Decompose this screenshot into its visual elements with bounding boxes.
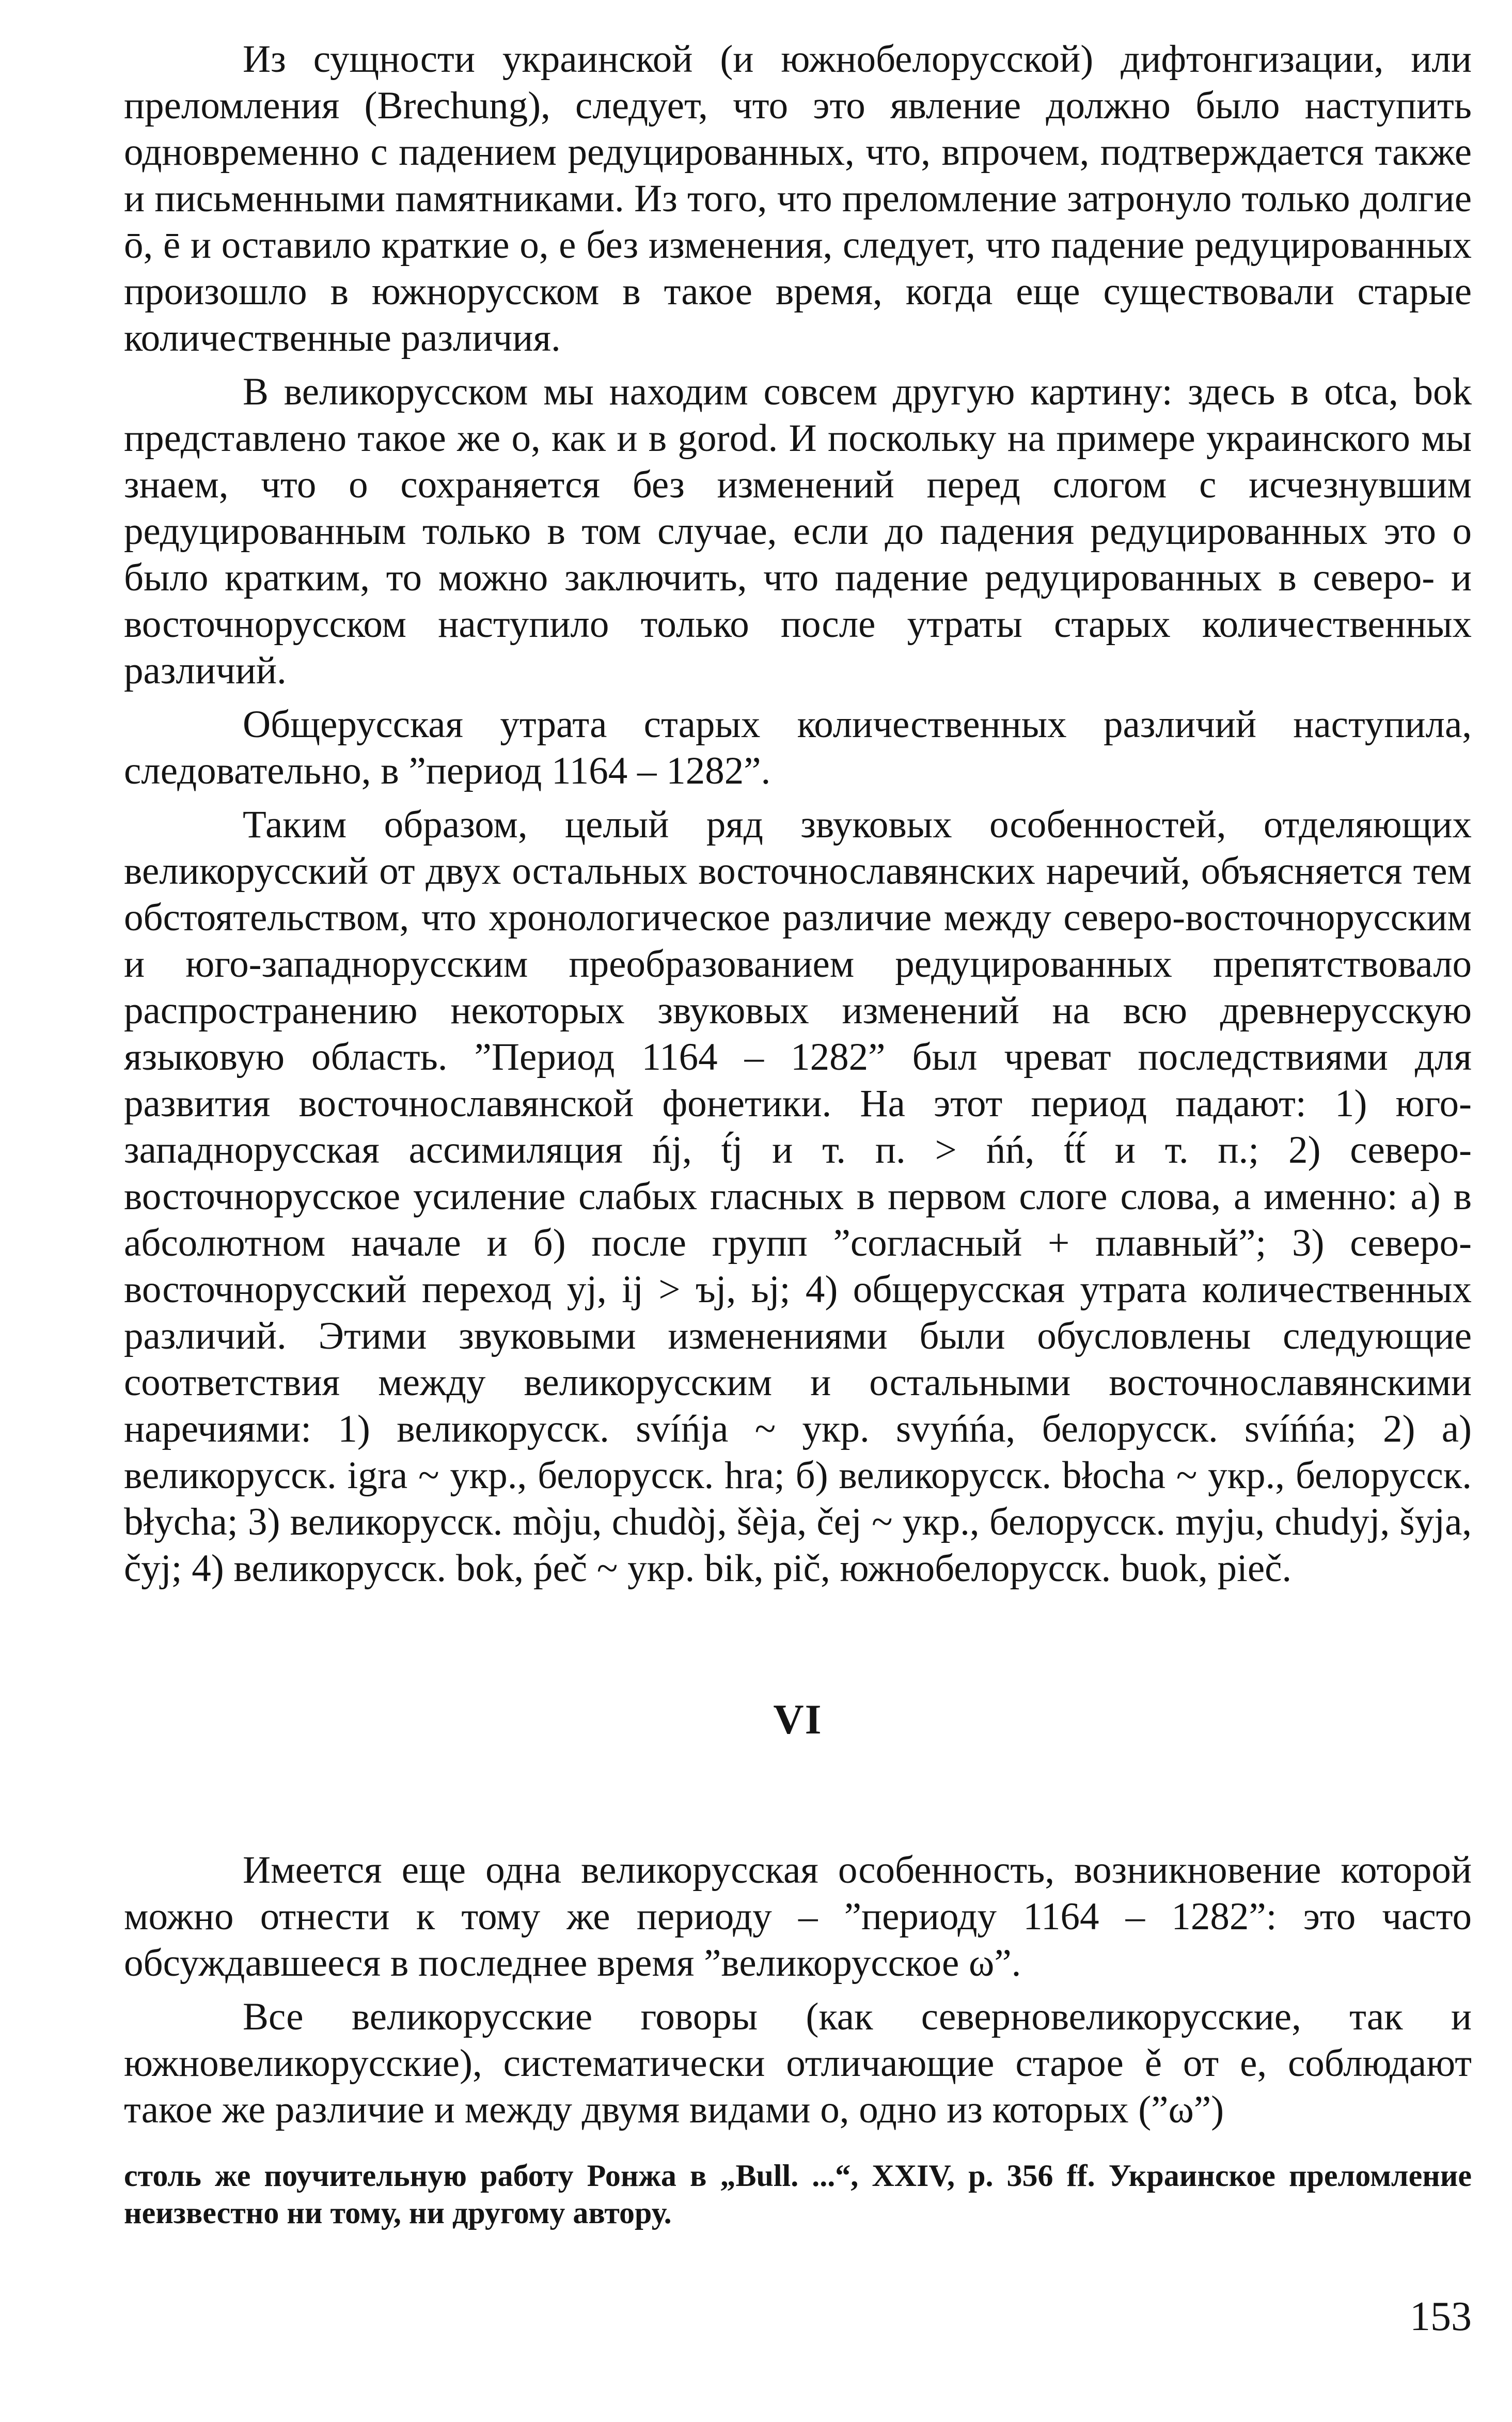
- paragraph-period-consequences: Таким образом, целый ряд звуковых особенностей, отделяющих великорусский от двух остальных восточнославянских наречий, объясняется тем обстоятельством, что хронологическое различие между северо-восточнорусским и юго-западнорусским преобразованием редуцированных препятствовало распространению некоторых звуковых изменений на всю древнерусскую языковую область. ”Период 1164 – 1282” был чреват последствиями для развития восточнославянской фонетики. На этот период падают: 1) юго-западнорусская ассимиляция ńj, t́j и т. п. > ńń, t́t́ и т. п.; 2) северо-восточнорусское усиление слабых гласных в первом слоге слова, а именно: а) в абсолютном начале и б) после групп ”согласный + плавный”; 3) северо-восточнорусский переход yj, ij > ъj, ьj; 4) общерусская утрата количественных различий. Этими звуковыми изменениями были обусловлены следующие соответствия между великорусским и остальными восточнославянскими наречиями: 1) великорусск. svíńja ~ укр. svyńńa, белорусск. svíńńa; 2) а) великорусск. igra ~ укр., белорусск. hra; б) великорусск. błocha ~ укр., белорусск. błycha; 3) великорусск. mòju, chudòj, šèja, čej ~ укр., белорусск. myju, chudyj, šyja, čyj; 4) великорусск. bok, ṕeč ~ укр. bik, pič, южнобелорусск. buok, pieč.: [124, 803, 1472, 1590]
- paragraph-dialects: Все великорусские говоры (как северновеликорусские, так и южновеликорусские), систематически отличающие старое ě от е, соблюдают такое же различие и между двумя видами о, одно из которых (”ω”): [124, 1995, 1472, 2131]
- paragraph-great-russian: В великорусском мы находим совсем другую картину: здесь в otca, bok представлено такое же о, как и в gorod. И поскольку на примере украинского мы знаем, что о сохраняется без изменений перед слогом с исчезнувшим редуцированным только в том случае, если до падения редуцированных это о было кратким, то можно заключить, что падение редуцированных в северо- и восточнорусском наступило только после утраты старых количественных различий.: [124, 370, 1472, 692]
- section-heading: VI: [773, 1696, 823, 1743]
- paragraph-omega-intro: Имеется еще одна великорусская особенность, возникновение которой можно отнести к тому же периоду – ”периоду 1164 – 1282”: это часто обсуждавшееся в последнее время ”великорусское ω”.: [124, 1849, 1472, 1985]
- paragraph-quantity-loss: Общерусская утрата старых количественных различий наступила, следовательно, в ”период 1164 – 1282”.: [124, 703, 1472, 792]
- footnote: столь же поучительную работу Ронжа в „Bull. ...“, XXIV, p. 356 ff. Украинское преломление неизвестно ни тому, ни другому автору.: [124, 2159, 1472, 2230]
- page-content: [124, 36, 1472, 2231]
- page-number: 153: [1410, 2294, 1472, 2339]
- paragraph-brechung: Из сущности украинской (и южнобелорусской) дифтонгизации, или преломления (Brechung), следует, что это явление должно было наступить одновременно с падением редуцированных, что, впрочем, подтверждается также и письменными памятниками. Из того, что преломление затронуло только долгие ō, ē и оставило краткие о, е без изменения, следует, что падение редуцированных произошло в южнорусском в такое время, когда еще существовали старые количественные различия.: [124, 38, 1472, 360]
